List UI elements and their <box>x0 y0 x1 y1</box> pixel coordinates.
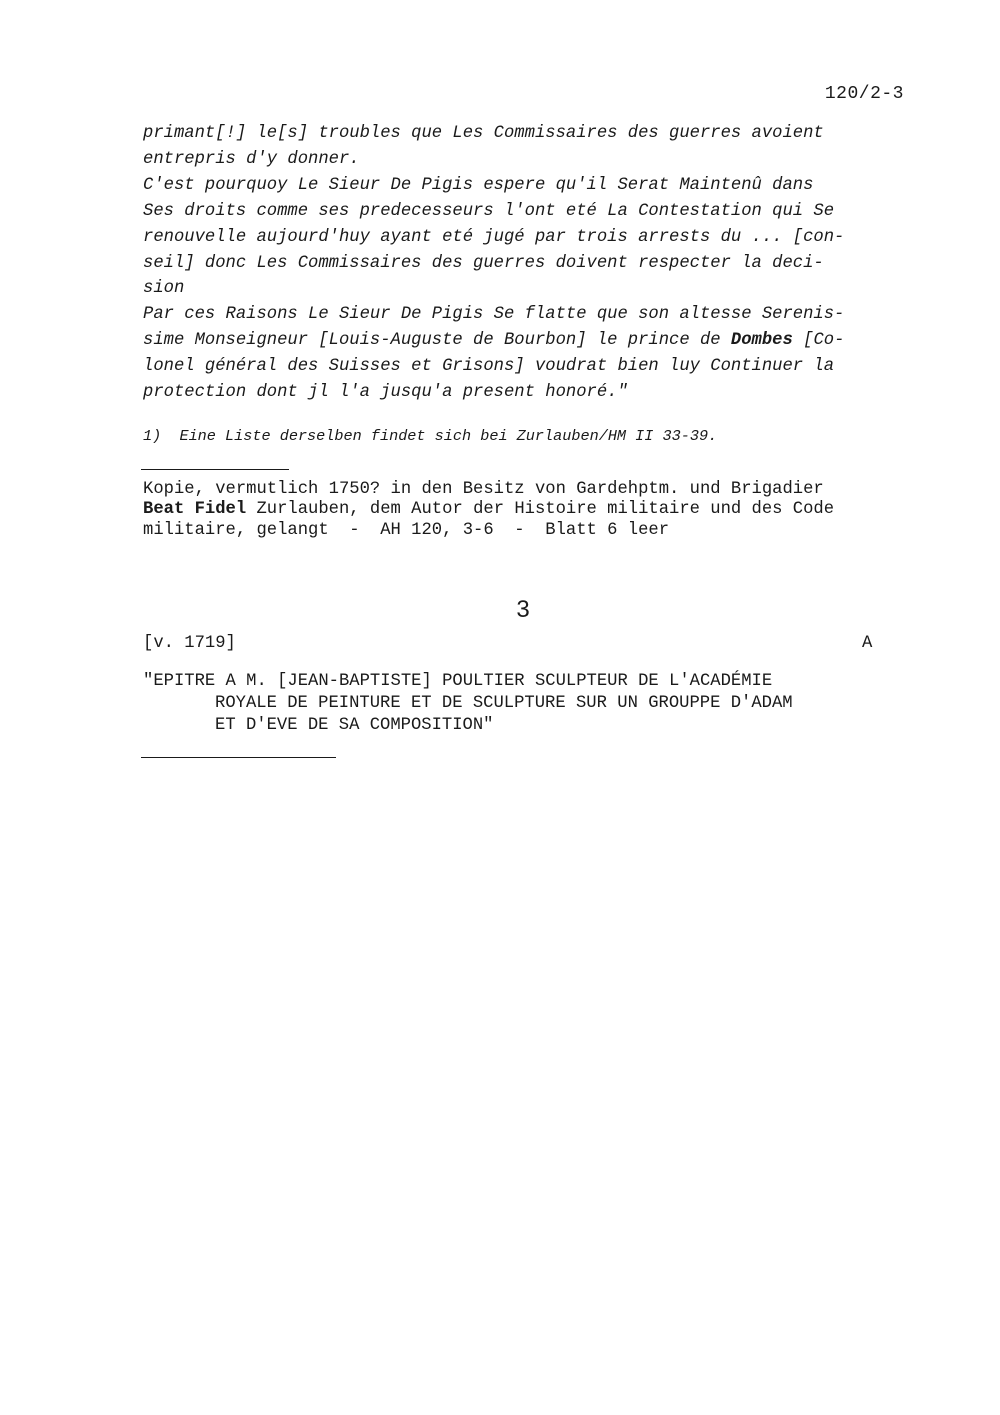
entry-title-line: ROYALE DE PEINTURE ET DE SCULPTURE SUR UN GROUPPE D'ADAM <box>215 694 793 713</box>
quote-line: Ses droits comme ses predecesseurs l'ont eté La Contestation qui Se <box>143 201 835 221</box>
provenance-bold-name: Beat Fidel <box>143 500 247 520</box>
footnote: 1) Eine Liste derselben findet sich bei Zurlauben/HM II 33-39. <box>143 427 718 445</box>
quote-line-text: sime Monseigneur [Louis-Auguste de Bourbon] le prince de <box>143 331 731 351</box>
entry-title <box>143 671 933 737</box>
separator-rule <box>141 469 289 470</box>
quote-line-text: [Co- <box>792 331 845 351</box>
quote-line: Par ces Raisons Le Sieur De Pigis Se flatte que son altesse Serenis- <box>143 305 845 325</box>
quote-line: protection dont jl l'a jusqu'a present honoré." <box>143 383 628 403</box>
quote-line: entrepris d'y donner. <box>143 149 360 169</box>
provenance-line <box>143 500 923 520</box>
quote-line: renouvelle aujourd'huy ayant eté jugé par trois arrests du ... [con- <box>143 227 845 247</box>
separator-rule <box>141 757 336 758</box>
quoted-text-block <box>143 121 903 406</box>
entry-classification: A <box>862 634 873 653</box>
entry-number: 3 <box>516 596 530 623</box>
provenance-line: militaire, gelangt - AH 120, 3-6 - Blatt 6 leer <box>143 520 670 540</box>
quote-line: seil] donc Les Commissaires des guerres doivent respecter la deci- <box>143 253 824 273</box>
quote-bold-name: Dombes <box>730 331 793 351</box>
provenance-line-text: Zurlauben, dem Autor der Histoire militaire und des Code <box>246 500 835 520</box>
entry-title-line: ET D'EVE DE SA COMPOSITION" <box>215 716 494 735</box>
quote-line: C'est pourquoy Le Sieur De Pigis espere qu'il Serat Maintenû dans <box>143 175 814 195</box>
provenance-line: Kopie, vermutlich 1750? in den Besitz von Gardehptm. und Brigadier <box>143 480 824 499</box>
entry-title-line: "EPITRE A M. [JEAN-BAPTISTE] POULTIER SCULPTEUR DE L'ACADÉMIE <box>143 672 773 691</box>
quote-line <box>143 328 903 354</box>
quote-line: sion <box>143 279 185 299</box>
quote-line: primant[!] le[s] troubles que Les Commissaires des guerres avoient <box>143 124 824 143</box>
page-reference: 120/2-3 <box>824 84 904 104</box>
quote-line: lonel général des Suisses et Grisons] voudrat bien luy Continuer la <box>143 357 835 377</box>
entry-date: [v. 1719] <box>143 634 236 653</box>
provenance-note <box>143 480 923 541</box>
